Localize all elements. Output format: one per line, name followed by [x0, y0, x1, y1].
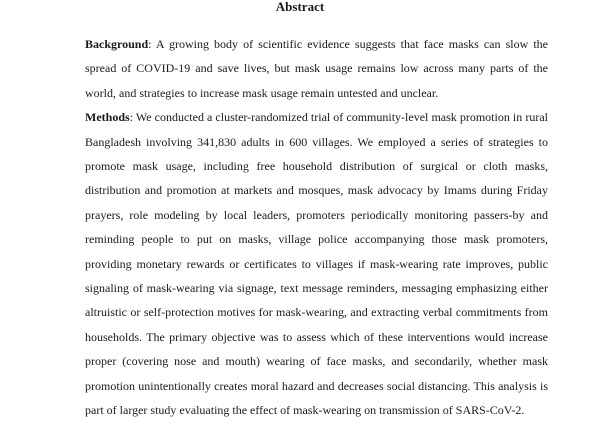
background-label: Background: [85, 37, 149, 51]
background-text: : A growing body of scientific evidence suggests that face masks can slow the spread of COVID-19 and save lives, but mask usage remains low across many parts of the world, and strategies to increase mask usage remain untested and unclear.: [85, 37, 548, 100]
methods-label: Methods: [85, 110, 130, 125]
abstract-body: [85, 32, 548, 423]
methods-paragraph: [85, 105, 548, 422]
background-paragraph: [85, 32, 548, 105]
methods-text: : We conducted a cluster-randomized trial of community-level mask promotion in rural Bangladesh involving 341,830 adults in 600 villages. We employed a series of strategies to promote mask usage, including free household distribution of surgical or cloth masks, distribution and promotion at markets and mosques, mask advocacy by Imams during Friday prayers, role modeling by local leaders, promoters periodically monitoring passers-by and reminding people to put on masks, village police accompanying those mask promoters, providing monetary rewards or certificates to villages if mask-wearing rate improves, public signaling of mask-wearing via signage, text message reminders, messaging emphasizing either altruistic or self-protection motives for mask-wearing, and extracting verbal commitments from households. The primary objective was to assess which of these interventions would increase proper (covering nose and mouth) wearing of face masks, and secondarily, whether mask promotion unintentionally creates moral hazard and decreases social distancing. This analysis is part of larger study evaluating the effect of mask-wearing on transmission of SARS-CoV-2.: [85, 110, 548, 418]
abstract-heading: Abstract: [275, 0, 325, 14]
